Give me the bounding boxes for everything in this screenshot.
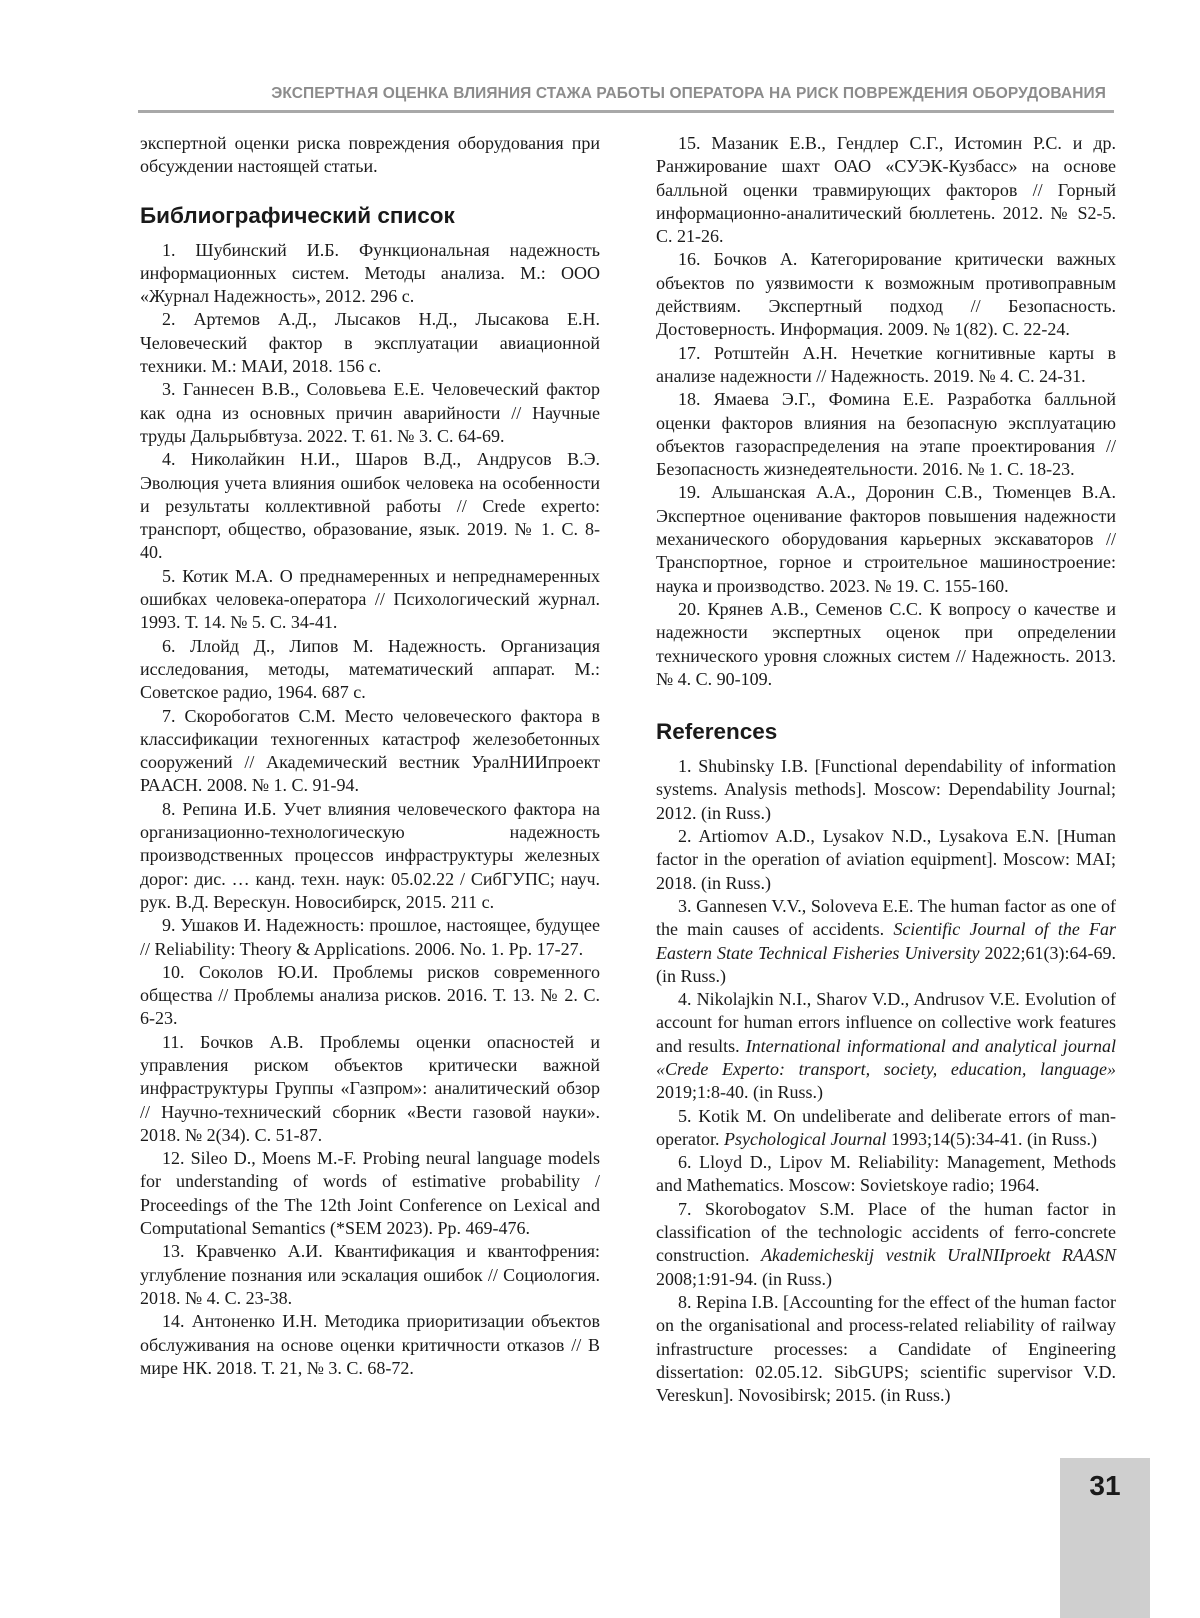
- reference-item: [656, 895, 1116, 988]
- page-number: 31: [1089, 1470, 1121, 1501]
- reference-journal-title: Psychological Journal: [723, 1128, 887, 1149]
- reference-text: 1. Shubinsky I.B. [Functional dependability of information systems. Analysis methods]. Moscow: Dependability Journal; 2012. (in Russ.): [656, 756, 1116, 823]
- reference-item: [656, 1291, 1116, 1407]
- reference-item: [656, 1198, 1116, 1291]
- bibliography-item: 8. Репина И.Б. Учет влияния человеческого фактора на организационно-технологическую надежность производственных процессов инфраструктуры железных дорог: дис. … канд. техн. наук: 05.02.22 / СибГУПС; науч. рук. В.Д. Верескун. Новосибирск, 2015. 211 с.: [140, 798, 600, 912]
- reference-text: 4. Nikolajkin N.I., Sharov V.D., Andrusov V.E. Evolution of account for human errors influence on collective work features and results.: [656, 989, 1116, 1056]
- reference-text-tail: 2008;1:91-94. (in Russ.): [656, 1268, 833, 1289]
- reference-text-tail: 2019;1:8-40. (in Russ.): [656, 1082, 824, 1103]
- reference-journal-title: International informational and analytical journal «Crede Experto: transport, society, education, language»: [656, 1035, 1116, 1079]
- bibliography-item: 17. Ротштейн А.Н. Нечеткие когнитивные карты в анализе надежности // Надежность. 2019. № 4. С. 24-31.: [656, 342, 1116, 386]
- bibliography-item: 2. Артемов А.Д., Лысаков Н.Д., Лысакова Е.Н. Человеческий фактор в эксплуатации авиационной техники. М.: МАИ, 2018. 156 с.: [140, 309, 600, 377]
- bibliography-item: 1. Шубинский И.Б. Функциональная надежность информационных систем. Методы анализа. М.: ООО «Журнал Надежность», 2012. 296 с.: [140, 239, 600, 307]
- reference-item: [656, 1105, 1116, 1152]
- reference-item: [656, 825, 1116, 895]
- bibliography-item: 13. Кравченко А.И. Квантификация и квантофрения: углубление познания или эскалация ошибок // Социология. 2018. № 4. С. 23-38.: [140, 1241, 600, 1308]
- header-rule: [138, 110, 1114, 113]
- bibliography-item: 7. Скоробогатов С.М. Место человеческого фактора в классификации техногенных катастроф железобетонных сооружений // Академический вестник УралНИИпроект РААСН. 2008. № 1. С. 91-94.: [140, 705, 600, 796]
- reference-text-tail: 2022;61(3):64-69. (in Russ.): [656, 942, 1116, 986]
- reference-text: 2. Artiomov A.D., Lysakov N.D., Lysakova E.N. [Human factor in the operation of aviation equipment]. Moscow: MAI; 2018. (in Russ.): [656, 826, 1116, 893]
- reference-text: 3. Gannesen V.V., Soloveva E.E. The human factor as one of the main causes of accidents.: [656, 895, 1116, 940]
- bibliography-item: 9. Ушаков И. Надежность: прошлое, настоящее, будущее // Reliability: Theory & Applications. 2006. No. 1. Pp. 17-27.: [140, 915, 600, 959]
- reference-text-tail: 1993;14(5):34-41. (in Russ.): [886, 1128, 1097, 1149]
- bibliography-item: 10. Соколов Ю.И. Проблемы рисков современного общества // Проблемы анализа рисков. 2016. Т. 13. № 2. С. 6-23.: [140, 961, 600, 1029]
- reference-item: [656, 988, 1116, 1104]
- bibliography-item: 4. Николайкин Н.И., Шаров В.Д., Андрусов В.Э. Эволюция учета влияния ошибок человека на особенности и результаты коллективной работы // Crede experto: транспорт, общество, образование, язык. 2019. № 1. С. 8-40.: [140, 449, 600, 563]
- intro-paragraph: экспертной оценки риска повреждения оборудования при обсуждении настоящей статьи.: [140, 133, 600, 177]
- bibliography-item: 14. Антоненко И.Н. Методика приоритизации объектов обслуживания на основе оценки критичности отказов // В мире НК. 2018. Т. 21, № 3. С. 68-72.: [140, 1311, 600, 1378]
- bibliography-item: 19. Альшанская А.А., Доронин С.В., Тюменцев В.А. Экспертное оценивание факторов повышения надежности механического оборудования карьерных экскаваторов // Транспортное, горное и строительное машиностроение: наука и производство. 2023. № 19. С. 155-160.: [656, 482, 1116, 596]
- bibliography-item: 6. Ллойд Д., Липов М. Надежность. Организация исследования, методы, математический аппарат. М.: Советское радио, 1964. 687 с.: [140, 635, 600, 703]
- bibliography-list-right: [656, 132, 1116, 691]
- bibliography-item: 20. Крянев А.В., Семенов С.С. К вопросу о качестве и надежности экспертных оценок при определении технического уровня сложных систем // Надежность. 2013. № 4. С. 90-109.: [656, 598, 1116, 689]
- reference-text: 7. Skorobogatov S.M. Place of the human factor in classification of the technologic accidents of ferro-concrete construction.: [656, 1198, 1116, 1266]
- reference-text: 5. Kotik M. On undeliberate and deliberate errors of man-operator.: [656, 1105, 1116, 1149]
- bibliography-heading: Библиографический список: [140, 202, 455, 228]
- reference-text: 8. Repina I.B. [Accounting for the effect of the human factor on the organisational and process-related reliability of railway infrastructure processes: a Candidate of Engineering dissertation: 02.05.12. SibGUPS; scientific supervisor V.D. Vereskun]. Novosibirsk; 2015. (in Russ.): [656, 1291, 1117, 1406]
- reference-text: 6. Lloyd D., Lipov M. Reliability: Management, Methods and Mathematics. Moscow: Sovietskoye radio; 1964.: [656, 1152, 1116, 1196]
- references-list: [656, 755, 1116, 1407]
- references-heading: References: [656, 719, 778, 745]
- bibliography-item: 11. Бочков А.В. Проблемы оценки опасностей и управления риском объектов критически важной инфраструктуры Группы «Газпром»: аналитический обзор // Научно-технический сборник «Вести газовой науки». 2018. № 2(34). С. 51-87.: [140, 1031, 600, 1145]
- reference-journal-title: Akademicheskij vestnik UralNIIproekt RAASN: [761, 1245, 1117, 1266]
- bibliography-list-left: [140, 239, 600, 1381]
- left-column: [140, 132, 600, 1380]
- bibliography-item: 5. Котик М.А. О преднамеренных и непреднамеренных ошибках человека-оператора // Психологический журнал. 1993. Т. 14. № 5. С. 34-41.: [140, 565, 600, 633]
- reference-item: [656, 1151, 1116, 1198]
- bibliography-item: 18. Ямаева Э.Г., Фомина Е.Е. Разработка балльной оценки факторов влияния на безопасную эксплуатацию объектов газораспределения на этапе проектирования // Безопасность жизнедеятельности. 2016. № 1. С. 18-23.: [656, 389, 1116, 480]
- reference-item: [656, 755, 1116, 825]
- bibliography-item: 12. Sileo D., Moens M.-F. Probing neural language models for understanding of words of estimative probability / Proceedings of the The 12th Joint Conference on Lexical and Computational Semantics (*SEM 2023). Pp. 469-476.: [140, 1148, 600, 1239]
- running-title: ЭКСПЕРТНАЯ ОЦЕНКА ВЛИЯНИЯ СТАЖА РАБОТЫ ОПЕРАТОРА НА РИСК ПОВРЕЖДЕНИЯ ОБОРУДОВАНИЯ: [271, 85, 1106, 102]
- bibliography-item: 16. Бочков А. Категорирование критически важных объектов по уязвимости к возможным противоправным действиям. Экспертный подход // Безопасность. Достоверность. Информация. 2009. № 1(82). С. 22-24.: [656, 249, 1116, 340]
- reference-journal-title: Scientific Journal of the Far Eastern State Technical Fisheries University: [656, 919, 1116, 963]
- right-column: [656, 132, 1116, 1407]
- running-header: [138, 82, 1114, 106]
- bibliography-item: 3. Ганнесен В.В., Соловьева Е.Е. Человеческий фактор как одна из основных причин аварийности // Научные труды Дальрыбвтуза. 2022. Т. 61. № 3. С. 64-69.: [140, 379, 600, 446]
- bibliography-item: 15. Мазаник Е.В., Гендлер С.Г., Истомин Р.С. и др. Ранжирование шахт ОАО «СУЭК-Кузбасс» на основе балльной оценки травмирующих факторов // Горный информационно-аналитический бюллетень. 2012. № S2-5. С. 21-26.: [656, 133, 1116, 247]
